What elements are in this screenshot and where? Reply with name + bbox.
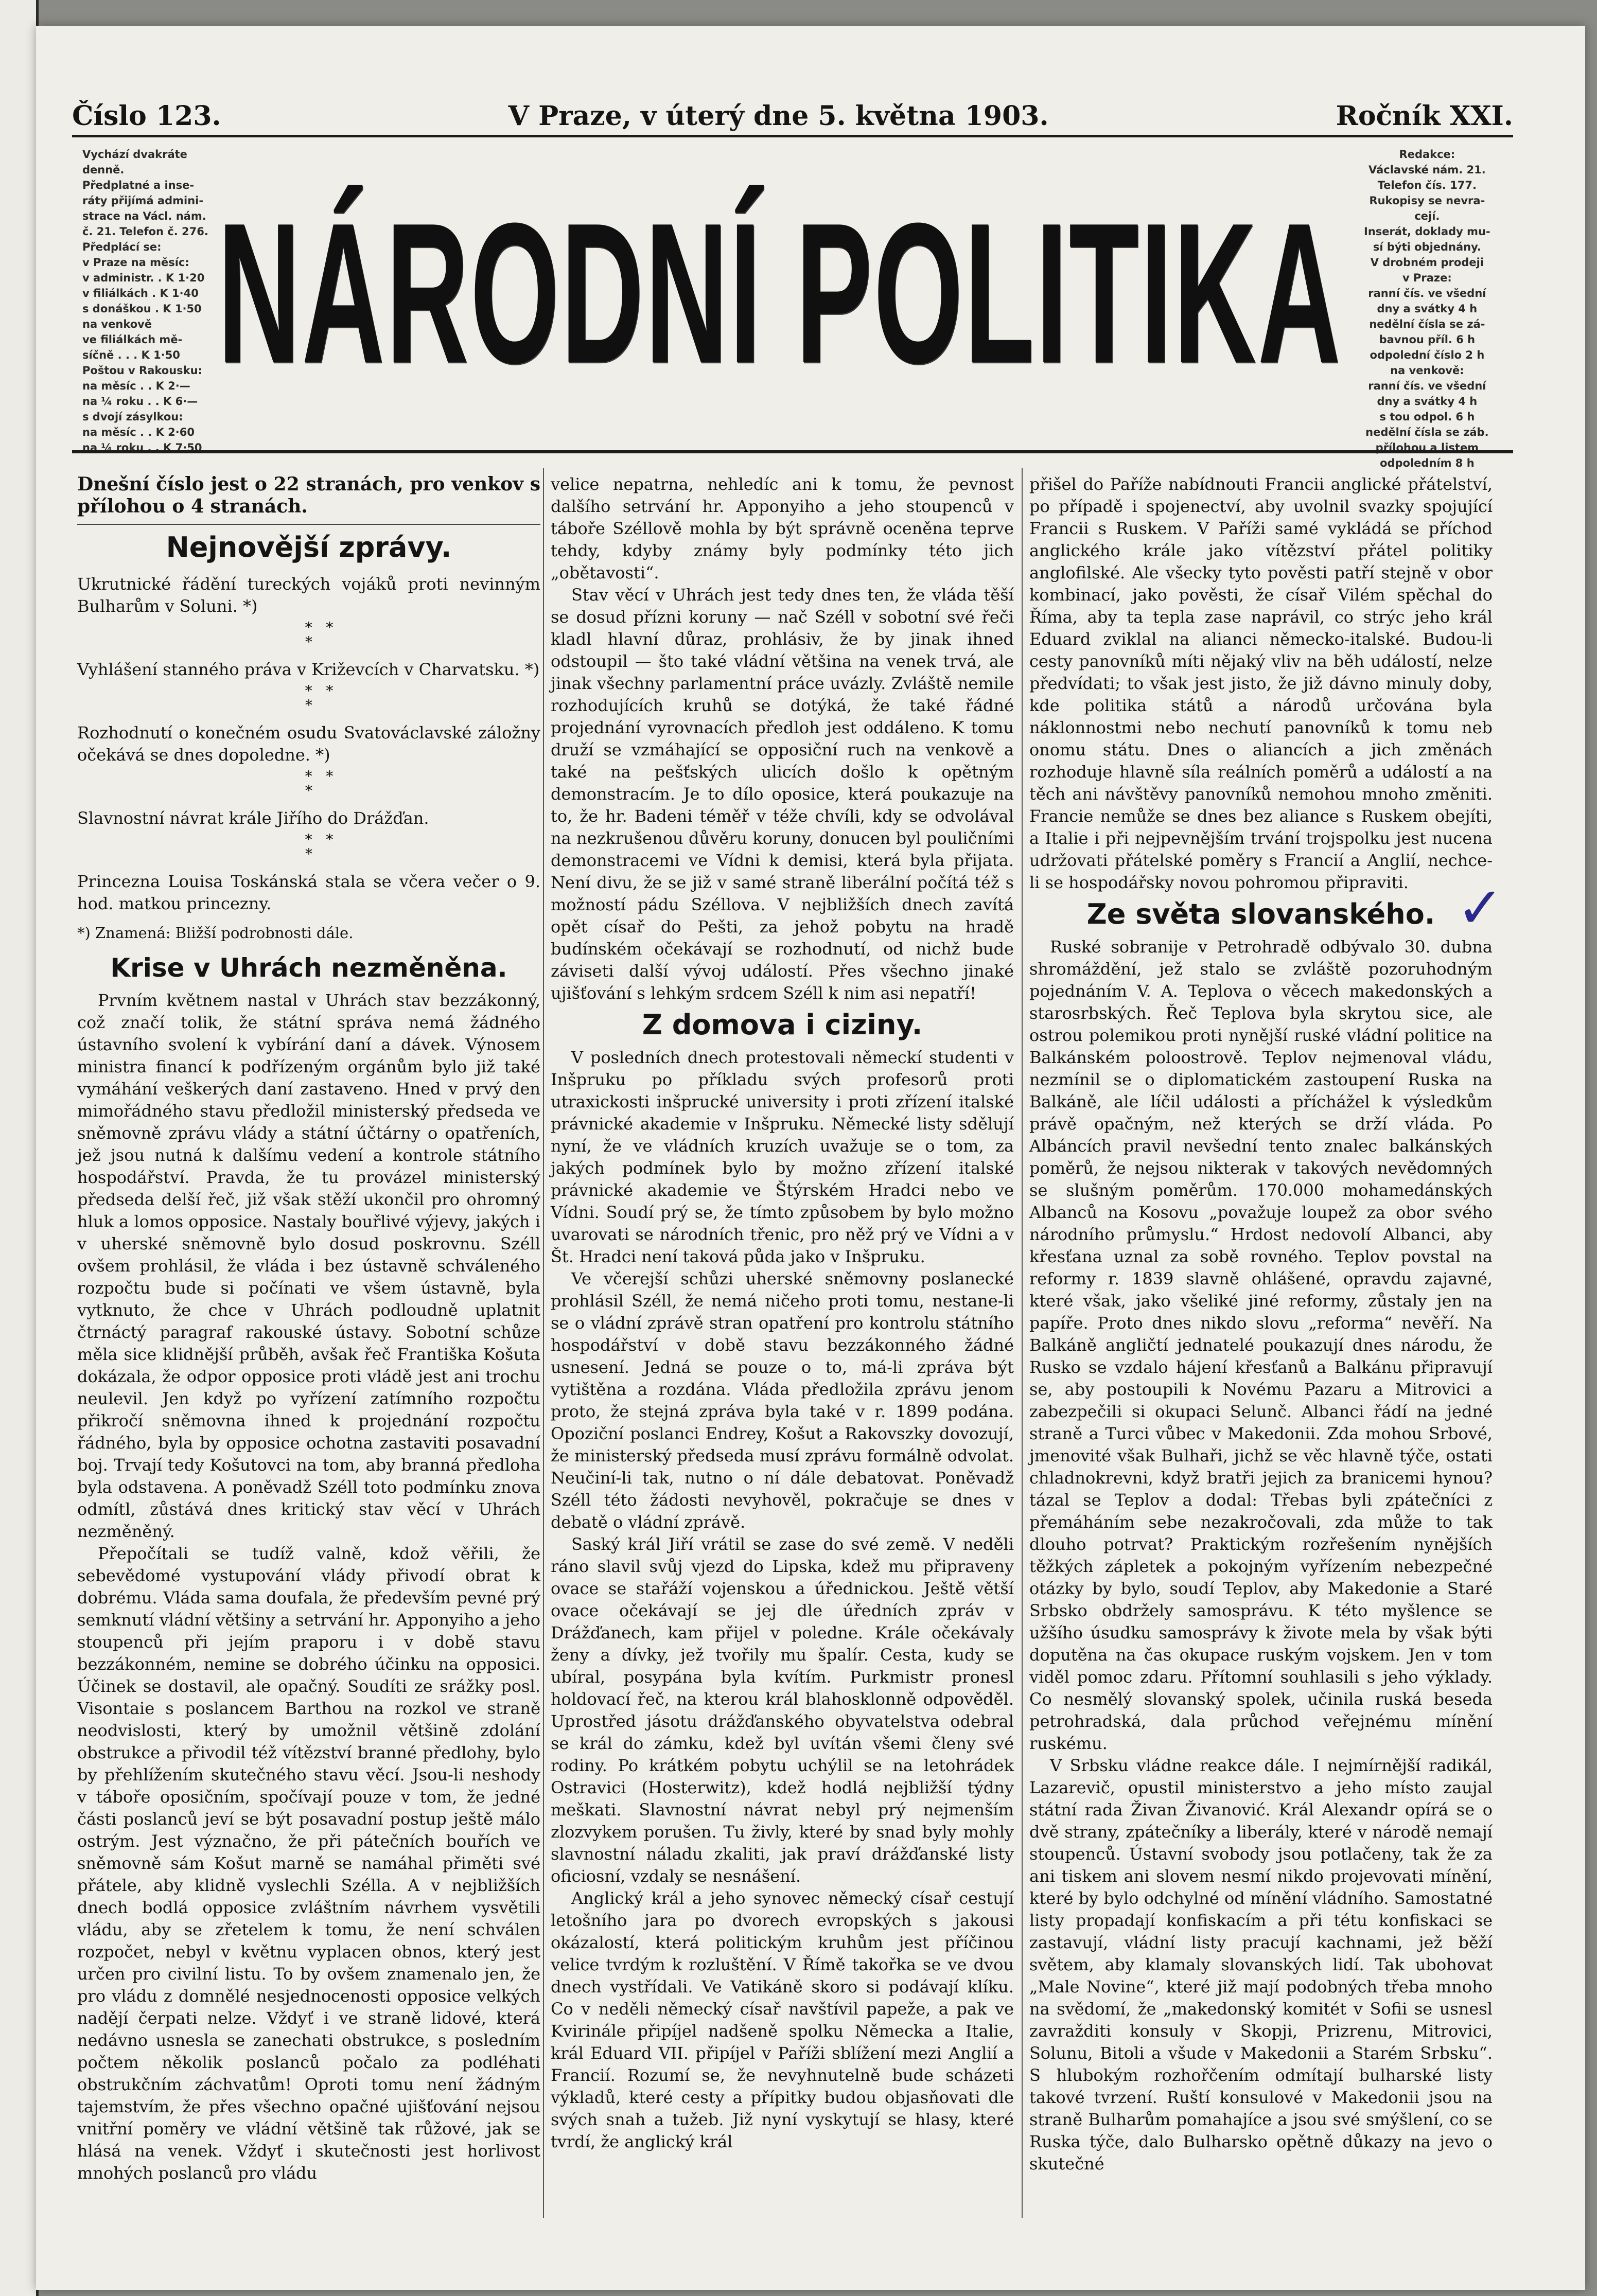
masthead (217, 181, 1342, 405)
editorial-line: odpoledním 8 h (1380, 457, 1475, 469)
editorial-line: dny a svátky 4 h (1377, 395, 1478, 408)
article-paragraph: Anglický král a jeho synovec německý císař cestují letošního jara po dvorech evropských s jakousi okázalostí, která politickým kruhům jest příčinou velice tvrdým k rozluštění. V Římě takořka se ve dvou dnech vystřídali. Ve Vatikáně skoro si podávají klíku. Co v neděli německý císař navštívil papeže, a pak ve Kvirinále připíjel nadšeně spolku Německa a Italie, král Eduard VII. připíjel v Paříži sblížení mezi Anglií a Francií. Rozumí se, že nevyhnutelně bude scházeti výkladů, které cesty a přípitky budou objasňovati dle svých snah a tužeb. Již nyní vyskytují se hlasy, které tvrdí, že anglický král (551, 1888, 1014, 2151)
article-paragraph: Ruské sobranije v Petrohradě odbývalo 30. dubna shromáždění, jež stalo se zvláště pozoruhodným pojednáním V. A. Teplova o věcech makedonských a starosrbských. Řeč Teplova byla skrytou sice, ale ostrou polemikou proti nynější ruské vládní politice na Balkánském poloostrově. Teplov nejmenoval vládu, nezmínil se o diplomatickém zastoupení Ruska na Balkáně, ale líčil události a příchážel k výsledkům právě opačným, než kterých se drží vláda. Po Albáncích pravil nevšední tento znalec balkánských poměrů, že nejsou nikterak v takových nevědomných se slušným poměrům. 170.000 mohamedánských Albanců na Kosovu „považuje loupež za obor svého národního průmyslu.“ Hrdost nedovolí Albanci, aby křesťana uznal za sobě rovného. Teplov povstal na reformy r. 1839 slavně ohlášené, opravdu zajavné, které však, jako všeliké jiné reformy, zůstaly jen na papíře. Proto dnes nikdo slovu „reforma“ nevěří. Na Balkáně angličtí jednatelé poukazují dnes národu, že Rusko se vzdalo hájení křesťanů a Balkánu připravují se, aby postoupili k Novému Pazaru a Mitrovici a zabezpečili si okupaci Selunč. Albanci řádí na jedné straně a Turci vůbec v Makedonii. Zda mohou Srbové, jmenovité však Bulhaři, jichž se věc hlavně týče, ostati chladnokrevni, když bratři jejich za branicemi hynou? tázal se Teplov a dodal: Třebas byli zpátečníci z přemáháním sebe nezakročovali, zda může to tak dlouho potrvat? Praktickým rozřešením nynějších těžkých zápletek a pokojným vyřízením nebezpečné otázky by bylo, soudí Teplov, aby Makedonie a Staré Srbsko obdržely samosprávu. K této myšlence se užšího úsudku samosprávy k živote mela by však býti doputěna na čas okupace ruským vojskem. Jen v tom viděl pomoc zdaru. Přítomní souhlasili s jeho výklady. Co nesmělý slovanský spolek, učinila ruská beseda petrohradská, dala průchod veřejnému mínění ruskému. (1029, 937, 1493, 1753)
article-paragraph: V posledních dnech protestovali německí studenti v Inšpruku po příkladu svých profesorů proti utraxickosti inšprucké university i proti zřízení italské právnické akademie v Inšpruku. Německé listy sdělují nyní, že ve vládních kruzích uvažuje se o tom, za jakých podmínek bylo by možno zřízení italské právnické akademie ve Štýrském Hradci nebo ve Vídni. Soudí prý se, že tímto způsobem by bylo možno uvarovati se národních třenic, pro něž prý ve Vídni a v Št. Hradci není taková půda jako v Inšpruku. (551, 1048, 1014, 1266)
editorial-line: přílohou a listem (1375, 441, 1479, 454)
article-paragraph: Stav věcí v Uhrách jest tedy dnes ten, že vláda těší se dosud přízni koruny — nač Széll v sobotní své řeči kladl hlavní důraz, prohlásiv, že by jinak ihned odstoupil — što také vládní většina na venek trvá, ale jinak všechny parlamentní práce uvázly. Zvláště nemile rozhodujících kruhů se dotýká, že také řádné projednání vyrovnacích předloh jest oddáleno. K tomu druží se vzmáhající se opposiční ruch na venkově a také na pešťských ulicích došlo k opětným demonstracím. Je to dílo oposice, která poukazuje na to, že hr. Badeni téměř v téže chvíli, kdy se odvolával na nezkrušenou důvěru koruny, donucen byl pouličními demonstracemi ve Vídni k demisi, která byla přijata. Není divu, že se již v samé straně liberální počítá též s možností pádu Széllova. V nejbližších dnech zavítá opět císař do Pešti, za jehož pobytu na hradě budínském očekávají se rozhodnutí, od nichž bude záviseti další vývoj událostí. Přes všechno jinaké ujišťování s lehkým srdcem Széll k nim asi nepatří! (551, 585, 1014, 1003)
issue-number: Číslo 123. (72, 100, 221, 132)
editorial-line: na venkově: (1390, 364, 1464, 377)
issue-notice: Dnešní číslo jest o 22 stranách, pro venkov s přílohou o 4 stranách. (77, 473, 540, 517)
separator-stars: * * * (305, 768, 334, 799)
issue-date: V Praze, v úterý dne 5. května 1903. (508, 100, 1049, 132)
editorial-line: Rukopisy se nevra- (1369, 195, 1485, 207)
subscription-line: č. 21. Telefon č. 276. (82, 225, 208, 238)
article-paragraph: velice nepatrna, nehledíc ani k tomu, že pevnost dalšího setrvání hr. Apponyiho a jeho stoupenců v táboře Széllově mohla by být správně oceněna teprve tehdy, kdyby známy byly podmínky této jich „obětavosti“. (551, 474, 1014, 582)
subscription-line: na měsíc . . K 2·— (82, 380, 190, 392)
handwritten-check-mark: ✓ (1456, 875, 1504, 941)
subscription-line: s donáškou . K 1·50 (82, 303, 202, 315)
editorial-line: nedělní čísla se zá- (1369, 318, 1485, 330)
subscription-box (82, 147, 208, 455)
volume-number: Ročník XXI. (1336, 100, 1513, 132)
separator-stars: * * * (305, 619, 334, 650)
editorial-line: Inserát, doklady mu- (1364, 225, 1490, 238)
home-abroad-heading: Z domova i ciziny. (642, 1009, 923, 1041)
editorial-box (1364, 147, 1490, 471)
newspaper-title: NÁRODNÍ POLITIKA (217, 181, 1342, 405)
article-paragraph: Prvním květnem nastal v Uhrách stav bezzákonný, což značí tolik, že státní správa nemá žádného ústavního svolení k vybírání daní a dávek. Výnosem ministra financí k podřízeným orgánům bylo již také vymáhání veškerých daní zastaveno. Hned v prvý den mimořádného stavu předložil ministerský předseda ve sněmovně zprávu vlády a státní účtárny o opatřeních, jež jsou nutná k dalšímu vedení a kontrole státního hospodářství. Pravda, že tu provázel ministerský předseda delší řeč, již však stěží ukončil pro ohromný hluk a lomos opposice. Nastaly bouřlivé výjevy, jakých i v uherské sněmovně bylo dosud poskrovnu. Széll ovšem prohlásil, že vláda i bez ústavně schváleného rozpočtu bude si počínati ve všem ústavně, byla vytknuto, že chce v Uhrách podloudně uplatnit čtrnáctý paragraf rakouské ústavy. Sobotní schůze měla sice klidnější průběh, avšak řeč Františka Košuta dokázala, že odpor opposice proti vládě jest ani trochu neulevil. Jen když po vyřízení zatímního rozpočtu přikročí sněmovna ihned k projednání rozpočtu řádného, byla by opposice ochotna zastaviti posavadní boj. Trvají tedy Košutovci na tom, aby branná předloha byla odstavena. A poněvadž Széll toto podmínku znova odmítl, zůstává dnes kritický stav věcí v Uhrách nezměněný. (77, 991, 540, 1541)
masthead-rule (72, 450, 1513, 453)
subscription-line: v filiálkách . K 1·40 (82, 287, 199, 299)
subscription-line: na venkově (82, 318, 152, 330)
article-paragraph: Saský král Jiří vrátil se zase do své země. V neděli ráno slavil svůj vjezd do Lipska, kdež mu připraveny ovace se stařáží vojenskou a úřednickou. Ještě větší ovace očekávají se jej dle úředních zpráv v Drážďanech, kam přijel v poledne. Krále očekávaly ženy a dívky, jež tvořily mu špalír. Cesta, kudy se ubíral, posypána byla kvítím. Purkmistr pronesl holdovací řeč, na kterou král blahosklonně odpověděl. Uprostřed jásotu drážďanského obyvatelstva odebral se král do zámku, kdež byl uvítán všemi členy své rodiny. Po krátkém pobytu uchýlil se na letohrádek Ostravici (Hosterwitz), kdež hodlá nejbližší týdny meškati. Slavnostní návrat nebyl prý nejmenším zlozvykem porušen. Tu živly, které by snad byly mohly slavnostní náladu zkaliti, jak praví drážďanské listy oficiosní, vzdaly se nesnášení. (551, 1534, 1014, 1886)
editorial-line: v Praze: (1402, 272, 1452, 284)
article-paragraph: Ve včerejší schůzi uherské sněmovny poslanecké prohlásil Széll, že nemá ničeho proti tomu, nestane-li se o vládní zprávě stran opatření pro kontrolu státního hospodářství v době stavu bezzákonného žádné usnesení. Jedná se pouze o to, má-li zpráva být vytištěna a rozdána. Vláda předložila zprávu jenom proto, že stejná zpráva byla také v r. 1899 podána. Opoziční poslanci Endrey, Košut a Rakovszky dovozují, že ministerský předseda musí zprávu formálně odvolat. Neučiní-li tak, nutno o ní dále debatovat. Poněvadž Széll této žádosti nevyhověl, pokračuje se dnes v debatě o vládní zprávě. (551, 1269, 1014, 1532)
news-item: Slavnostní návrat krále Jiřího do Drážďan. (77, 808, 429, 828)
column-3 (1029, 473, 1493, 2175)
header-rule (72, 135, 1513, 137)
divider (77, 524, 540, 525)
editorial-line: dny a svátky 4 h (1377, 303, 1478, 315)
article-paragraph: přišel do Paříže nabídnouti Francii anglické přátelství, po případě i spojenectví, aby uvolnil svazky spojující Francii s Ruskem. V Paříži samé vykládá se příchod anglického krále jako vítězství přátel politiky anglofilské. Ale všecky tyto pověsti patří stejně v obor kombinací, jako pověsti, že císař Vilém spěchal do Říma, aby ta tepla zase naprávil, co strýc jeho král Eduard zviklal na alianci německo-italské. Budou-li cesty panovníků míti nějaký vliv na běh událostí, nelze předvídati; to však jest jisto, že již dávno minuly doby, kde politika států a národů určována byla náklonnostmi nebo nechutí panovníků k tomu neb onomu státu. Dnes o aliancích a jich změnách rozhoduje hlavně síla reálních poměrů a událostí a na těch ani návštěvy panovníků nemohou mnoho změniti. Francie nemůže se dnes bez aliance s Ruskem obejíti, a Italie i při nejpevnějším trvání trojspolku jest nucena udržovati přátelské poměry s Francií a Anglií, nechce-li se hospodářsky novou pohromou připraviti. (1029, 474, 1493, 892)
subscription-line: na měsíc . . K 2·60 (82, 426, 195, 438)
column-divider (1022, 468, 1023, 2218)
slavic-world-heading: Ze světa slovanského. (1086, 898, 1435, 930)
separator-stars: * * * (305, 682, 334, 714)
subscription-line: Předplatné a inse- (82, 179, 195, 191)
subscription-line: denně. (82, 164, 125, 176)
crisis-heading: Krise v Uhrách nezměněna. (110, 953, 507, 983)
column-divider (543, 468, 544, 2218)
editorial-line: s tou odpol. 6 h (1379, 411, 1475, 423)
subscription-line: Vychází dvakráte (82, 148, 187, 161)
news-item: Princezna Louisa Toskánská stala se včera večer o 9. hod. matkou princezny. (77, 872, 540, 913)
subscription-line: ve filiálkách mě- (82, 333, 183, 346)
subscription-line: Poštou v Rakousku: (82, 364, 202, 377)
subscription-line: v administr. . K 1·20 (82, 272, 205, 284)
editorial-line: bavnou příl. 6 h (1379, 333, 1476, 346)
subscription-line: na ¼ roku . . K 6·— (82, 395, 198, 408)
scan-margin-strip (0, 0, 39, 2296)
column-2 (551, 473, 1014, 2153)
article-paragraph: V Srbsku vládne reakce dále. I nejmírnější radikál, Lazarevič, opustil ministerstvo a jeho místo zaujal státní rada Živan Živanović. Král Alexandr opírá se o dvě strany, zpátečníky a liberály, které v národě nemají stoupenců. Ústavní svobody jsou potlačeny, tak že za ani tiskem ani slovem nesmí nikdo projevovati mínění, které by bylo odchylné od mínění vládního. Samostatné listy propadají konfiskacím a při tétu konfiskaci se zastavují, vládní listy pracují kachnami, jež běží světem, aby klamaly slovanských lidí. Tak ubohovat „Male Novine“, které již mají podobných třeba mnoho na svědomí, že „makedonský komitét v Sofii se usnesl zavražditi konsuly v Skopji, Prizrenu, Mitrovici, Solunu, Bitoli a všude v Makedonii a Starém Srbsku“. S hlubokým rozhořčením odmítají bulharské listy takové tvrzení. Ruští konsulové v Makedonii jsou na straně Bulharům pomahajíce a jsou své smýšlení, co se Ruska týče, dalo Bulharsko opětně důkazy na jevo o skutečné (1029, 1756, 1493, 2174)
editorial-line: Václavské nám. 21. (1368, 164, 1486, 176)
editorial-line: sí býti objednány. (1373, 241, 1481, 253)
editorial-line: cejí. (1414, 210, 1440, 222)
news-item: Vyhlášení stanného práva v Križevcích v Charvatsku. *) (77, 660, 540, 679)
subscription-line: strace na Václ. nám. (82, 210, 206, 222)
subscription-line: Předplácí se: (82, 241, 162, 253)
editorial-line: ranní čís. ve všední (1368, 287, 1486, 299)
editorial-line: ranní čís. ve všední (1368, 380, 1486, 392)
editorial-line: V drobném prodeji (1370, 256, 1484, 269)
footnote: *) Znamená: Bližší podrobnosti dále. (77, 924, 354, 942)
subscription-line: s dvojí zásylkou: (82, 411, 183, 423)
news-item: Rozhodnutí o konečném osudu Svatováclavské záložny očekává se dnes dopoledne. *) (77, 723, 540, 765)
subscription-line: ráty přijímá admini- (82, 195, 204, 207)
column-1 (77, 473, 540, 2184)
header-line (72, 100, 1513, 132)
article-paragraph: Přepočítali se tudíž valně, kdož věřili, že sebevědomé vystupování vlády přivodí obrat k dobrému. Vláda sama doufala, že především pevné prý semknutí vládní většiny a setrvání hr. Apponyiho a jeho stoupenců při jejím praporu i v době stavu bezzákonném, nemine se dobrého účinku na opposici. Účinek se dostavil, ale opačný. Soudíti ze srážky posl. Visontaie s poslancem Barthou na rozkol ve straně neodvislosti, který by umožnil většině zdolání obstrukce a přivodil též vítězství branné předlohy, bylo by přehlížením skutečného stavu věcí. Jsou-li neshody v táboře oposičním, spočívají pouze v tom, že jedné části poslanců jeví se být posavadní postup ještě málo ostrým. Jest význačno, že při pátečních bouřích ve sněmovně sám Košut marně se namáhal přiměti své přátele, aby klidně vyslechli Szélla. A v nejbližších dnech bodlá opposice zvláštním návrhem vysvětili vládu, aby se zřetelem k tomu, že není schválen rozpočet, nebyl v květnu vyplacen obnos, který jest určen pro civilní listu. To by ovšem znamenalo jen, že pro vládu z domnělé nesjednocenosti opposice velkých nadějí čerpati nelze. Vždyť i ve straně lidové, která nedávno usnesla se zanechati obstrukce, s posledním počtem několik poslanců počalo za podléhati obstrukčním záchvatům! Oproti tomu není žádným tajemstvím, že přes všechno opačné ujišťování nejsou vnitřní poměry ve vládní většině tak růžové, jak se hlásá na venek. Vždyť i skutečnosti jest horlivost mnohých poslanců pro vládu (77, 1544, 540, 2183)
subscription-line: síčně . . . K 1·50 (82, 349, 180, 361)
editorial-line: Telefon čís. 177. (1377, 179, 1477, 191)
news-item: Ukrutnické řádění tureckých vojáků proti nevinným Bulharům v Soluni. *) (77, 574, 540, 616)
editorial-line: odpolední číslo 2 h (1370, 349, 1485, 361)
news-heading: Nejnovější zprávy. (166, 531, 452, 563)
editorial-line: nedělní čísla se záb. (1365, 426, 1489, 438)
subscription-line: v Praze na měsíc: (82, 256, 189, 269)
separator-stars: * * * (305, 831, 334, 862)
subscription-line: na ¼ roku . . K 7·50 (82, 441, 202, 454)
editorial-line: Redakce: (1399, 148, 1455, 161)
